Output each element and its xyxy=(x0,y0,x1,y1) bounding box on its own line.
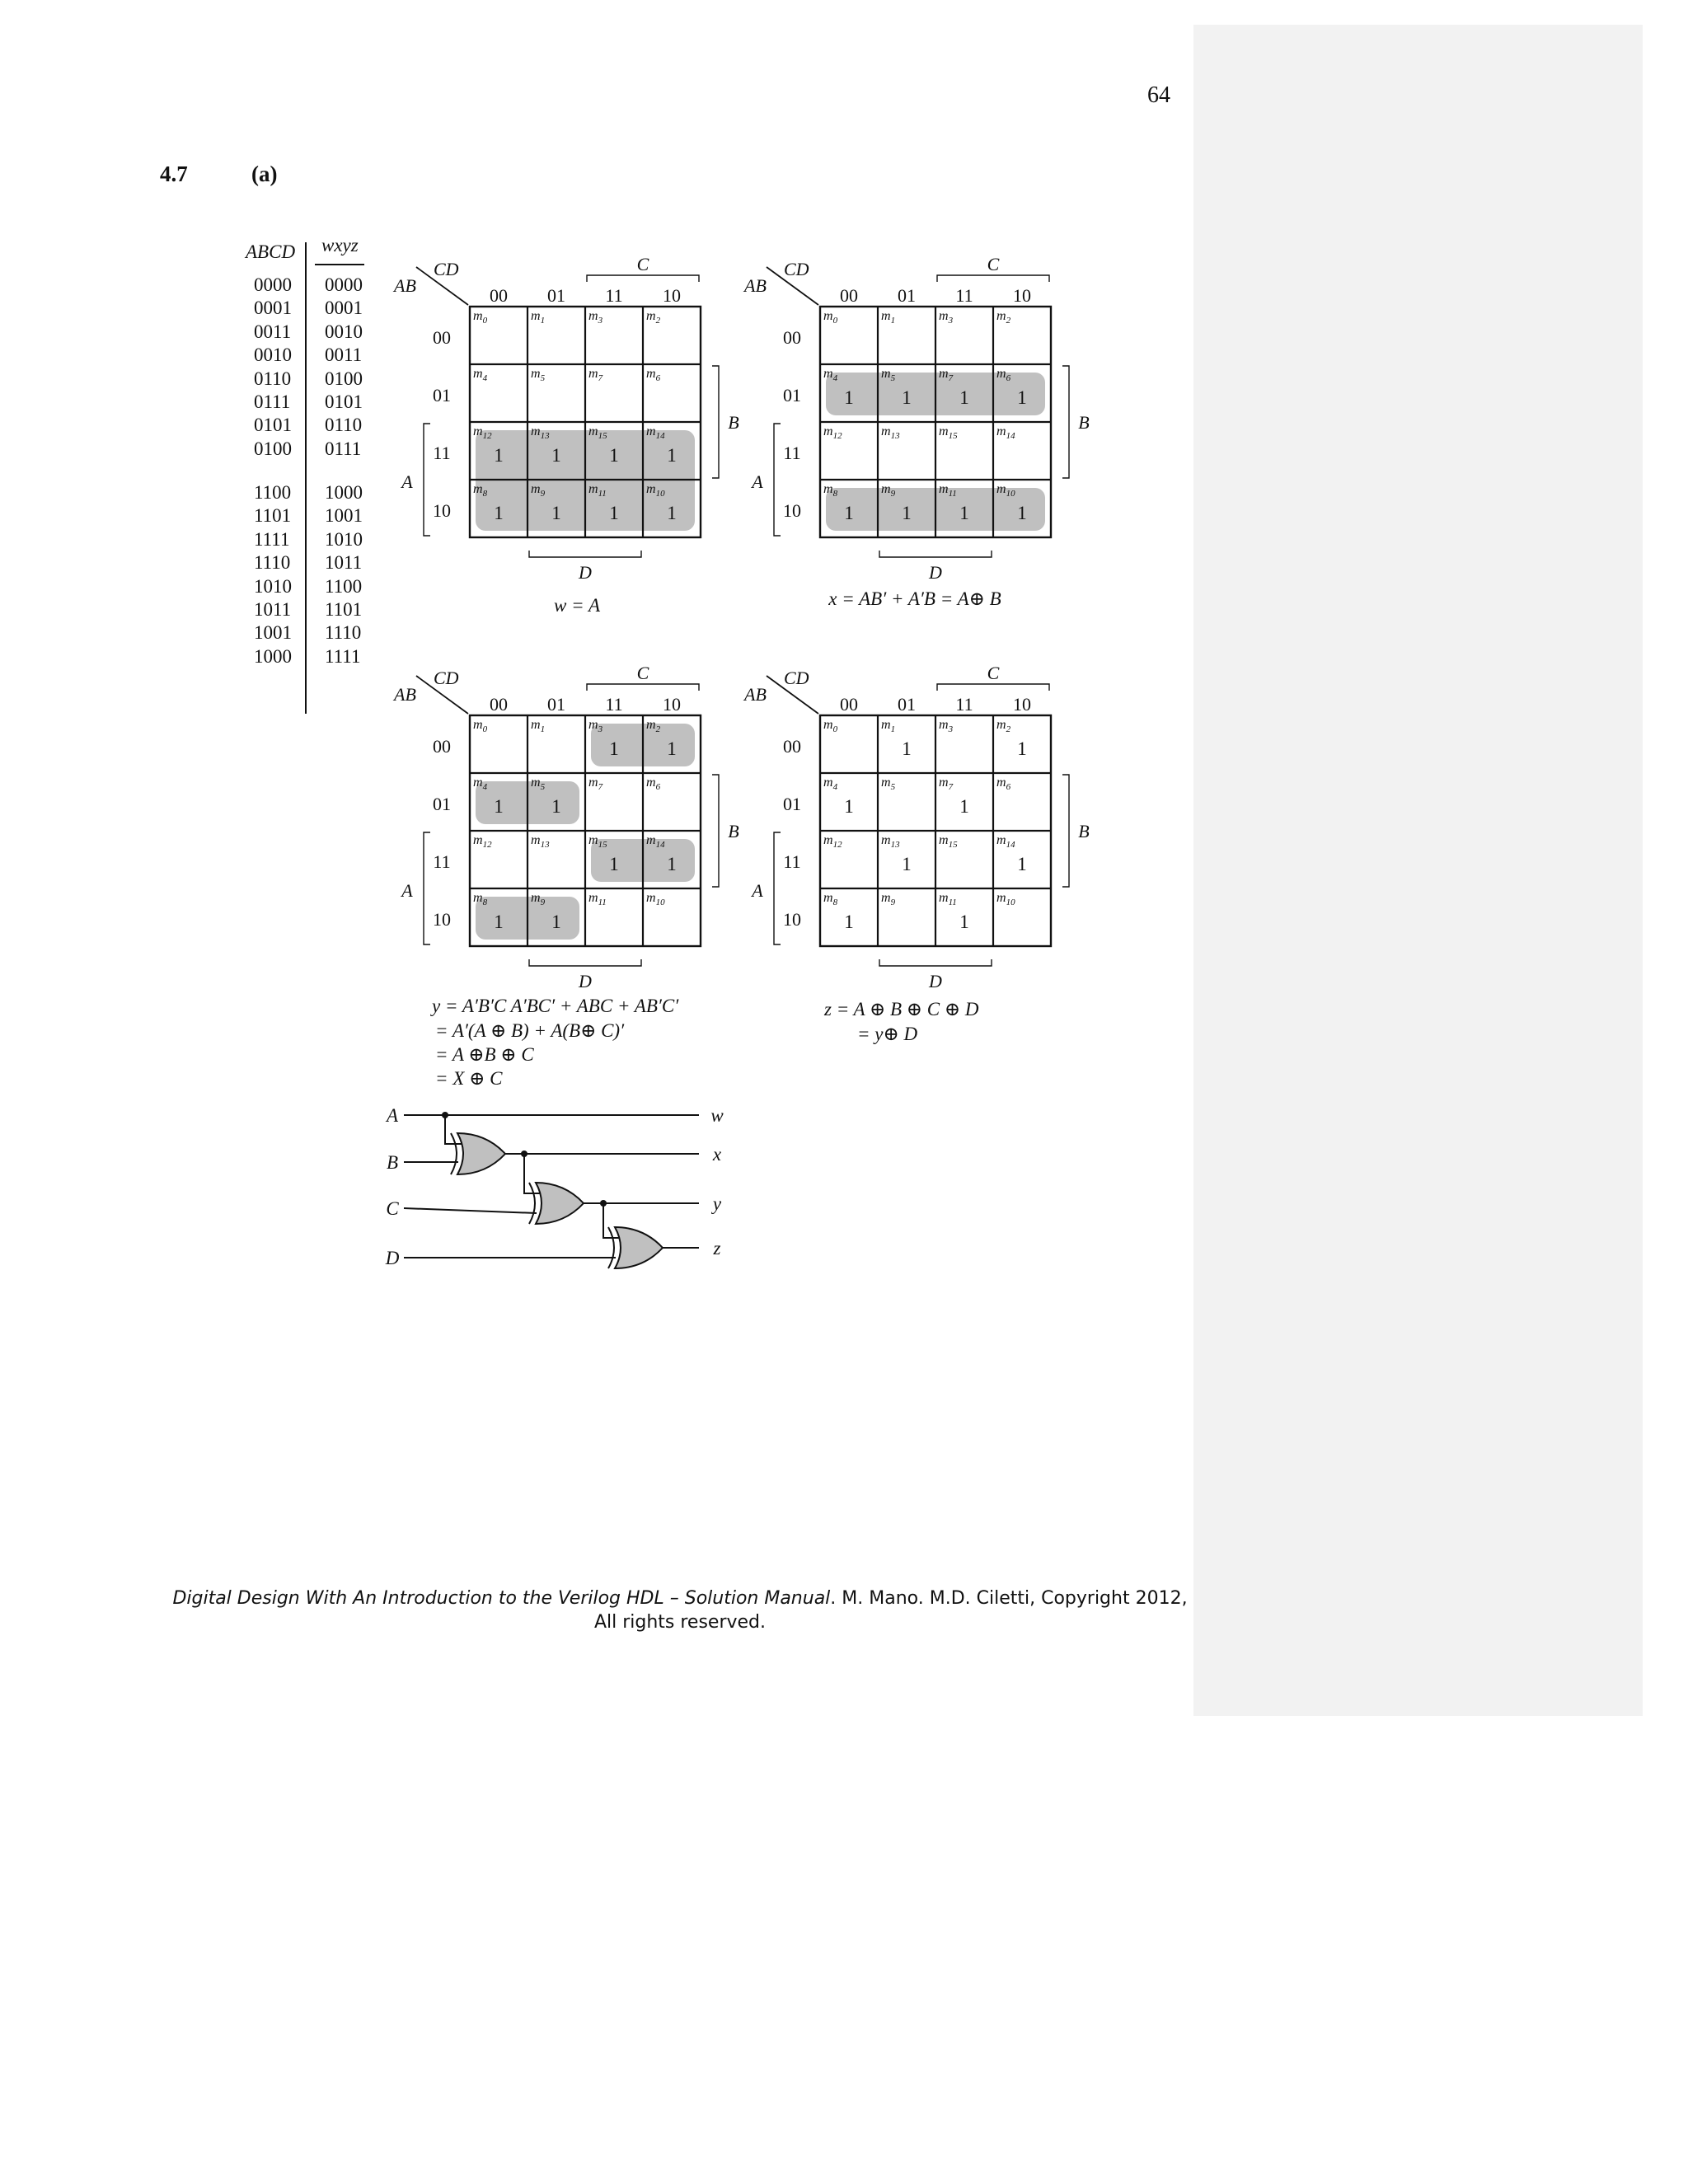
minterm-label: $m_{14}$ xyxy=(996,833,1015,850)
kmap-cell-value: 1 xyxy=(609,738,619,759)
table-cell: 0010 xyxy=(325,321,363,342)
minterm-label: $m_2$ xyxy=(646,309,661,326)
xor-input-arc xyxy=(608,1227,614,1268)
minterm-label: $m_7$ xyxy=(939,367,954,383)
equation-x: x = AB′ + A′B = A⊕ B xyxy=(828,588,1001,609)
kmap-row-header: 00 xyxy=(433,736,451,757)
minterm-label: $m_{12}$ xyxy=(823,424,842,441)
minterm-label: $m_{15}$ xyxy=(939,424,958,441)
kmap-row-header: 01 xyxy=(433,385,451,405)
kmap-c-label: C xyxy=(636,663,649,683)
xor-gate-3 xyxy=(608,1227,663,1268)
circuit-input-b: B xyxy=(386,1152,399,1173)
minterm-label: $m_5$ xyxy=(531,776,546,792)
kmap-cell-value: 1 xyxy=(609,503,619,523)
page-number: 64 xyxy=(1147,82,1170,108)
minterm-label: $m_{15}$ xyxy=(588,424,607,441)
minterm-label: $m_6$ xyxy=(996,367,1011,383)
kmap-row-header: 10 xyxy=(433,909,451,930)
xor-circuit xyxy=(385,1105,724,1268)
minterm-label: $m_{14}$ xyxy=(996,424,1015,441)
kmap-d-label: D xyxy=(929,971,942,991)
kmap-cell-value: 1 xyxy=(902,738,912,759)
kmap-col-var-label: CD xyxy=(434,259,459,279)
kmap-col-header: 00 xyxy=(490,285,508,306)
kmap-col-header: 11 xyxy=(955,694,973,715)
kmap-a-bracket xyxy=(774,424,781,536)
minterm-label: $m_9$ xyxy=(881,482,896,499)
kmap-row-header: 11 xyxy=(433,443,451,463)
kmap-a-label: A xyxy=(752,880,763,901)
table-cell: 0100 xyxy=(254,438,292,459)
kmap-b-label: B xyxy=(1078,412,1090,433)
minterm-label: $m_1$ xyxy=(531,718,546,734)
kmap-cell-value: 1 xyxy=(494,912,504,932)
minterm-label: $m_{14}$ xyxy=(646,833,665,850)
circuit-output-z: z xyxy=(713,1238,721,1258)
kmap-cell-value: 1 xyxy=(667,738,677,759)
kmap-col-var-label: CD xyxy=(784,259,809,279)
table-cell: 1100 xyxy=(254,482,292,503)
kmap-x xyxy=(743,254,1090,583)
kmap-col-header: 10 xyxy=(1013,285,1031,306)
table-cell: 1111 xyxy=(325,645,361,667)
kmap-a-label: A xyxy=(401,471,413,492)
minterm-label: $m_2$ xyxy=(996,718,1011,734)
xor-input-arc xyxy=(451,1133,457,1174)
minterm-label: $m_{13}$ xyxy=(531,424,550,441)
minterm-label: $m_7$ xyxy=(588,776,603,792)
table-cell: 0010 xyxy=(254,344,292,366)
kmap-row-header: 11 xyxy=(783,851,801,872)
kmap-cell-value: 1 xyxy=(551,503,561,523)
kmap-cell-value: 1 xyxy=(494,503,504,523)
kmap-col-header: 01 xyxy=(547,694,565,715)
kmap-cell-value: 1 xyxy=(609,854,619,874)
footer-book-title: Digital Design With An Introduction to the Verilog HDL – Solution Manual xyxy=(172,1588,831,1609)
table-cell: 1010 xyxy=(254,575,292,597)
kmap-cell-value: 1 xyxy=(494,796,504,817)
xor-gate-1 xyxy=(451,1133,505,1174)
kmap-a-bracket xyxy=(424,832,430,944)
minterm-label: $m_4$ xyxy=(823,776,838,792)
minterm-label: $m_5$ xyxy=(531,367,546,383)
kmap-col-header: 11 xyxy=(955,285,973,306)
table-cell: 1101 xyxy=(325,599,363,621)
minterm-label: $m_9$ xyxy=(531,482,546,499)
table-cell: 0100 xyxy=(325,368,363,389)
minterm-label: $m_1$ xyxy=(881,718,896,734)
kmap-col-header: 00 xyxy=(490,694,508,715)
kmap-b-bracket xyxy=(1062,775,1069,887)
table-cell: 0011 xyxy=(325,344,363,366)
kmap-y xyxy=(392,663,739,991)
kmap-cell-value: 1 xyxy=(902,854,912,874)
kmap-col-header: 01 xyxy=(898,285,916,306)
truth-table-output-header: wxyz xyxy=(321,235,359,255)
minterm-label: $m_{14}$ xyxy=(646,424,665,441)
minterm-label: $m_{10}$ xyxy=(996,891,1015,907)
minterm-label: $m_2$ xyxy=(646,718,661,734)
table-cell: 1110 xyxy=(325,622,362,644)
part-label: (a) xyxy=(251,162,278,186)
kmap-col-var-label: CD xyxy=(784,668,809,688)
minterm-label: $m_{10}$ xyxy=(996,482,1015,499)
kmap-row-header: 00 xyxy=(783,327,801,348)
kmap-a-label: A xyxy=(401,880,413,901)
circuit-input-a: A xyxy=(386,1105,399,1126)
minterm-label: $m_8$ xyxy=(473,482,488,499)
problem-number: 4.7 xyxy=(160,162,188,186)
table-cell: 0111 xyxy=(254,391,291,413)
kmap-c-label: C xyxy=(987,254,1000,274)
table-cell: 1011 xyxy=(325,552,363,574)
kmap-cell-value: 1 xyxy=(959,387,969,408)
wire-c-gate2 xyxy=(404,1208,537,1213)
footer-line-1 xyxy=(124,1586,1236,1610)
minterm-label: $m_{11}$ xyxy=(588,891,607,907)
minterm-label: $m_6$ xyxy=(646,367,661,383)
xor-body xyxy=(615,1227,663,1268)
equation-y-line: y = A′B′C A′BC′ + ABC + AB′C′ xyxy=(432,996,679,1016)
table-cell: 1010 xyxy=(325,528,363,550)
minterm-label: $m_9$ xyxy=(881,891,896,907)
kmap-cell-value: 1 xyxy=(1017,387,1027,408)
equation-y-line: = X ⊕ C xyxy=(435,1068,503,1089)
circuit-input-d: D xyxy=(385,1248,400,1268)
xor-body xyxy=(457,1133,505,1174)
minterm-label: $m_8$ xyxy=(823,482,838,499)
minterm-label: $m_{11}$ xyxy=(939,891,957,907)
kmap-col-header: 01 xyxy=(547,285,565,306)
kmap-cell-value: 1 xyxy=(667,445,677,466)
kmap-cell-value: 1 xyxy=(844,503,854,523)
kmap-col-header: 10 xyxy=(663,694,681,715)
minterm-label: $m_5$ xyxy=(881,367,896,383)
table-cell: 0000 xyxy=(325,274,363,295)
kmap-row-var-label: AB xyxy=(394,275,416,296)
kmap-cell-value: 1 xyxy=(551,912,561,932)
kmap-row-header: 00 xyxy=(433,327,451,348)
kmap-a-label: A xyxy=(752,471,763,492)
kmap-row-var-label: AB xyxy=(744,684,767,705)
table-cell: 1000 xyxy=(254,645,292,667)
footer-line-2: All rights reserved. xyxy=(593,1612,767,1633)
minterm-label: $m_{12}$ xyxy=(473,833,492,850)
kmap-w xyxy=(392,254,739,583)
kmap-col-var-label: CD xyxy=(434,668,459,688)
table-cell: 0101 xyxy=(325,391,363,413)
table-cell: 0001 xyxy=(325,298,363,319)
equation-y-line: = A ⊕B ⊕ C xyxy=(435,1044,534,1065)
minterm-label: $m_{13}$ xyxy=(881,424,900,441)
kmap-col-header: 10 xyxy=(663,285,681,306)
minterm-label: $m_5$ xyxy=(881,776,896,792)
table-cell: 1001 xyxy=(325,505,363,527)
table-cell: 1100 xyxy=(325,575,363,597)
circuit-output-w: w xyxy=(710,1105,724,1126)
minterm-label: $m_4$ xyxy=(823,367,838,383)
minterm-label: $m_1$ xyxy=(531,309,546,326)
table-cell: 1101 xyxy=(254,505,292,527)
kmap-row-var-label: AB xyxy=(744,275,767,296)
kmap-d-bracket xyxy=(879,551,992,557)
minterm-label: $m_{10}$ xyxy=(646,482,665,499)
minterm-label: $m_8$ xyxy=(823,891,838,907)
minterm-label: $m_{10}$ xyxy=(646,891,665,907)
table-cell: 0011 xyxy=(254,321,292,342)
kmap-b-label: B xyxy=(728,412,739,433)
minterm-label: $m_7$ xyxy=(588,367,603,383)
kmap-cell-value: 1 xyxy=(902,387,912,408)
kmap-row-header: 10 xyxy=(433,500,451,521)
kmap-cell-value: 1 xyxy=(1017,503,1027,523)
kmap-d-bracket xyxy=(879,959,992,966)
kmap-cell-value: 1 xyxy=(494,445,504,466)
kmap-cell-value: 1 xyxy=(667,854,677,874)
minterm-label: $m_3$ xyxy=(939,309,954,326)
minterm-label: $m_{15}$ xyxy=(939,833,958,850)
kmap-d-bracket xyxy=(529,551,641,557)
kmap-cell-value: 1 xyxy=(959,912,969,932)
table-cell: 1001 xyxy=(254,622,292,644)
kmap-b-bracket xyxy=(712,775,719,887)
kmap-row-var-label: AB xyxy=(394,684,416,705)
table-cell: 0110 xyxy=(325,415,363,436)
kmap-z xyxy=(743,663,1090,991)
kmap-cell-value: 1 xyxy=(844,912,854,932)
kmap-row-header: 00 xyxy=(783,736,801,757)
kmap-c-bracket xyxy=(587,275,699,282)
minterm-label: $m_0$ xyxy=(473,718,488,734)
kmap-b-label: B xyxy=(1078,821,1090,841)
xor-gate-2 xyxy=(529,1183,584,1224)
kmap-c-bracket xyxy=(937,275,1049,282)
minterm-label: $m_{13}$ xyxy=(881,833,900,850)
table-cell: 0101 xyxy=(254,415,292,436)
circuit-output-x: x xyxy=(712,1144,722,1165)
table-cell: 1110 xyxy=(254,552,291,574)
minterm-label: $m_7$ xyxy=(939,776,954,792)
minterm-label: $m_3$ xyxy=(588,309,603,326)
minterm-label: $m_3$ xyxy=(588,718,603,734)
kmap-cell-value: 1 xyxy=(902,503,912,523)
kmap-col-header: 10 xyxy=(1013,694,1031,715)
xor-input-arc xyxy=(529,1183,535,1224)
kmap-d-bracket xyxy=(529,959,641,966)
equation-w: w = A xyxy=(554,595,600,616)
table-cell: 1011 xyxy=(254,599,292,621)
minterm-label: $m_{13}$ xyxy=(531,833,550,850)
kmap-a-bracket xyxy=(774,832,781,944)
kmap-d-label: D xyxy=(579,971,592,991)
footer-authors: . M. Mano. M.D. Ciletti, Copyright 2012, xyxy=(830,1588,1188,1609)
kmap-cell-value: 1 xyxy=(1017,854,1027,874)
table-cell: 1000 xyxy=(325,482,363,503)
kmap-row-header: 01 xyxy=(433,794,451,814)
table-cell: 1111 xyxy=(254,528,290,550)
minterm-label: $m_1$ xyxy=(881,309,896,326)
table-cell: 0110 xyxy=(254,368,292,389)
table-cell: 0000 xyxy=(254,274,292,295)
kmap-d-label: D xyxy=(579,562,592,583)
equation-y-line: = A′(A ⊕ B) + A(B⊕ C)′ xyxy=(435,1020,625,1041)
minterm-label: $m_4$ xyxy=(473,367,488,383)
kmap-cell-value: 1 xyxy=(844,387,854,408)
equation-z-line: = y⊕ D xyxy=(857,1024,918,1044)
minterm-label: $m_3$ xyxy=(939,718,954,734)
circuit-output-y: y xyxy=(712,1193,722,1214)
kmap-cell-value: 1 xyxy=(609,445,619,466)
truth-table-input-header: ABCD xyxy=(246,241,296,262)
minterm-label: $m_0$ xyxy=(823,718,838,734)
minterm-label: $m_4$ xyxy=(473,776,488,792)
minterm-label: $m_6$ xyxy=(996,776,1011,792)
minterm-label: $m_{11}$ xyxy=(939,482,957,499)
minterm-label: $m_{11}$ xyxy=(588,482,607,499)
circuit-input-c: C xyxy=(386,1198,399,1219)
kmap-col-header: 01 xyxy=(898,694,916,715)
kmap-col-header: 11 xyxy=(605,694,623,715)
minterm-label: $m_6$ xyxy=(646,776,661,792)
minterm-label: $m_9$ xyxy=(531,891,546,907)
kmap-col-header: 11 xyxy=(605,285,623,306)
kmap-row-header: 10 xyxy=(783,500,801,521)
kmap-row-header: 11 xyxy=(433,851,451,872)
kmap-row-header: 01 xyxy=(783,794,801,814)
table-cell: 0111 xyxy=(325,438,362,459)
minterm-label: $m_8$ xyxy=(473,891,488,907)
kmap-cell-value: 1 xyxy=(959,796,969,817)
kmap-cell-value: 1 xyxy=(667,503,677,523)
kmap-col-header: 00 xyxy=(840,285,858,306)
kmap-c-label: C xyxy=(987,663,1000,683)
equation-z-line: z = A ⊕ B ⊕ C ⊕ D xyxy=(824,999,979,1019)
kmap-cell-value: 1 xyxy=(551,796,561,817)
kmap-cell-value: 1 xyxy=(551,445,561,466)
kmap-row-header: 01 xyxy=(783,385,801,405)
footer xyxy=(124,1586,1236,1634)
kmap-b-bracket xyxy=(1062,366,1069,478)
table-cell: 0001 xyxy=(254,298,292,319)
minterm-label: $m_{12}$ xyxy=(473,424,492,441)
kmap-c-bracket xyxy=(587,684,699,691)
kmap-d-label: D xyxy=(929,562,942,583)
minterm-label: $m_0$ xyxy=(473,309,488,326)
kmap-cell-value: 1 xyxy=(1017,738,1027,759)
xor-body xyxy=(536,1183,584,1224)
kmap-row-header: 11 xyxy=(783,443,801,463)
minterm-label: $m_2$ xyxy=(996,309,1011,326)
kmap-c-label: C xyxy=(636,254,649,274)
minterm-label: $m_0$ xyxy=(823,309,838,326)
kmap-row-header: 10 xyxy=(783,909,801,930)
kmap-a-bracket xyxy=(424,424,430,536)
kmap-cell-value: 1 xyxy=(959,503,969,523)
kmap-b-bracket xyxy=(712,366,719,478)
kmap-cell-value: 1 xyxy=(844,796,854,817)
minterm-label: $m_{15}$ xyxy=(588,833,607,850)
minterm-label: $m_{12}$ xyxy=(823,833,842,850)
kmap-b-label: B xyxy=(728,821,739,841)
kmap-c-bracket xyxy=(937,684,1049,691)
kmap-col-header: 00 xyxy=(840,694,858,715)
